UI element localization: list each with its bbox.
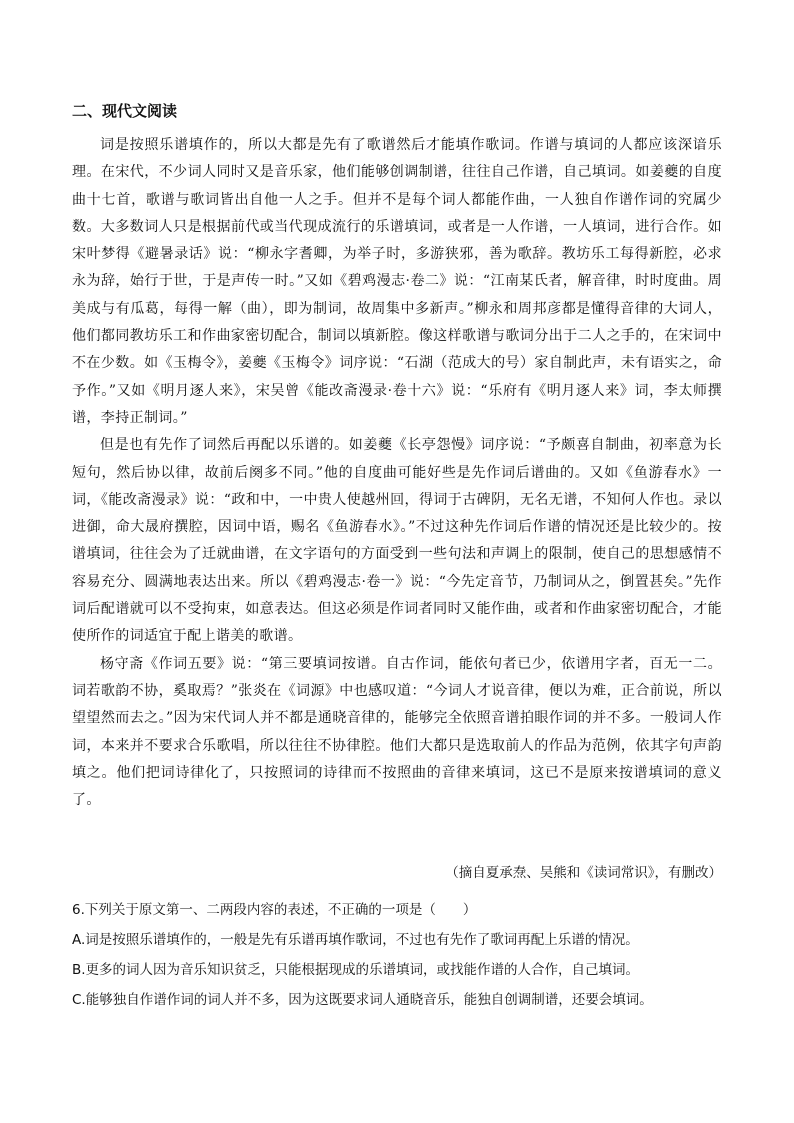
- passage-paragraph-3: 杨守斋《作词五要》说：“第三要填词按谱。自古作词，能依句者已少，依谱用字者，百无一二。词若歌韵不协，奚取焉？”张炎在《词源》中也感叹道：“今词人才说音律，便以为难，正合前说，所以望望然而去之。”因为宋代词人并不都是通晓音律的，能够完全依照音谱拍眼作词的并不多。一般词人作词，本来并不要求合乐歌唱，所以往往不协律腔。他们大都只是选取前人的作品为范例，依其字句声韵填之。他们把词诗律化了，只按照词的诗律而不按照曲的音律来填词，这已不是原来按谱填词的意义了。: [72, 655, 722, 809]
- option-c: C.能够独自作谱作词的词人并不多，因为这既要求词人通晓音乐，能独自创调制谱，还要会填词。: [72, 992, 653, 1008]
- option-b: B.更多的词人因为音乐知识贫乏，只能根据现成的乐谱填词，或找能作谱的人合作，自己填词。: [72, 962, 640, 978]
- section-heading: 二、现代文阅读: [72, 102, 178, 120]
- passage-paragraph-2: 但是也有先作了词然后再配以乐谱的。如姜夔《长亭怨慢》词序说：“予颇喜自制曲，初率意为长短句，然后协以律，故前后阕多不同。”他的自度曲可能好些是先作词后谱曲的。又如《鱼游春水》一词，《能改斋漫录》说：“政和中，一中贵人使越州回，得词于古碑阴，无名无谱，不知何人作也。录以进御，命大晟府撰腔，因词中语，赐名《鱼游春水》。”不过这种先作词后作谱的情况还是比较少的。按谱填词，往往会为了迁就曲谱，在文字语句的方面受到一些句法和声调上的限制，使自己的思想感情不容易充分、圆满地表达出来。所以《碧鸡漫志·卷一》说：“今先定音节，乃制词从之，倒置甚矣。”先作词后配谱就可以不受拘束，如意表达。但这必须是作词者同时又能作曲，或者和作曲家密切配合，才能使所作的词适宜于配上谐美的歌谱。: [72, 437, 722, 645]
- question-stem: 6.下列关于原文第一、二两段内容的表述，不正确的一项是（ ）: [72, 902, 477, 918]
- source-citation: （摘自夏承焘、吴熊和《读词常识》，有删改）: [445, 865, 722, 881]
- reading-passage: [72, 132, 722, 814]
- passage-paragraph-1: 词是按照乐谱填作的，所以大都是先有了歌谱然后才能填作歌词。作谱与填词的人都应该深谙乐理。在宋代，不少词人同时又是音乐家，他们能够创调制谱，往往自己作谱，自己填词。如姜夔的自度曲十七首，歌谱与歌词皆出自他一人之手。但并不是每个词人都能作曲，一人独自作谱作词的究属少数。大多数词人只是根据前代或当代现成流行的乐谱填词，或者是一人作谱，一人填词，进行合作。如宋叶梦得《避暑录话》说：“柳永字耆卿，为举子时，多游狭邪，善为歌辞。教坊乐工每得新腔，必求永为辞，始行于世，于是声传一时。”又如《碧鸡漫志·卷二》说：“江南某氏者，解音律，时时度曲。周美成与有瓜葛，每得一解（曲），即为制词，故周集中多新声。”柳永和周邦彦都是懂得音律的大词人，他们都同教坊乐工和作曲家密切配合，制词以填新腔。像这样歌谱与歌词分出于二人之手的，在宋词中不在少数。如《玉梅令》，姜夔《玉梅令》词序说：“石湖（范成大的号）家自制此声，未有语实之，命予作。”又如《明月逐人来》，宋吴曾《能改斋漫录·卷十六》说：“乐府有《明月逐人来》词，李太师撰谱，李持正制词。”: [72, 137, 722, 426]
- question-6: [72, 895, 722, 1015]
- option-a: A.词是按照乐谱填作的，一般是先有乐谱再填作歌词，不过也有先作了歌词再配上乐谱的情况。: [72, 932, 639, 948]
